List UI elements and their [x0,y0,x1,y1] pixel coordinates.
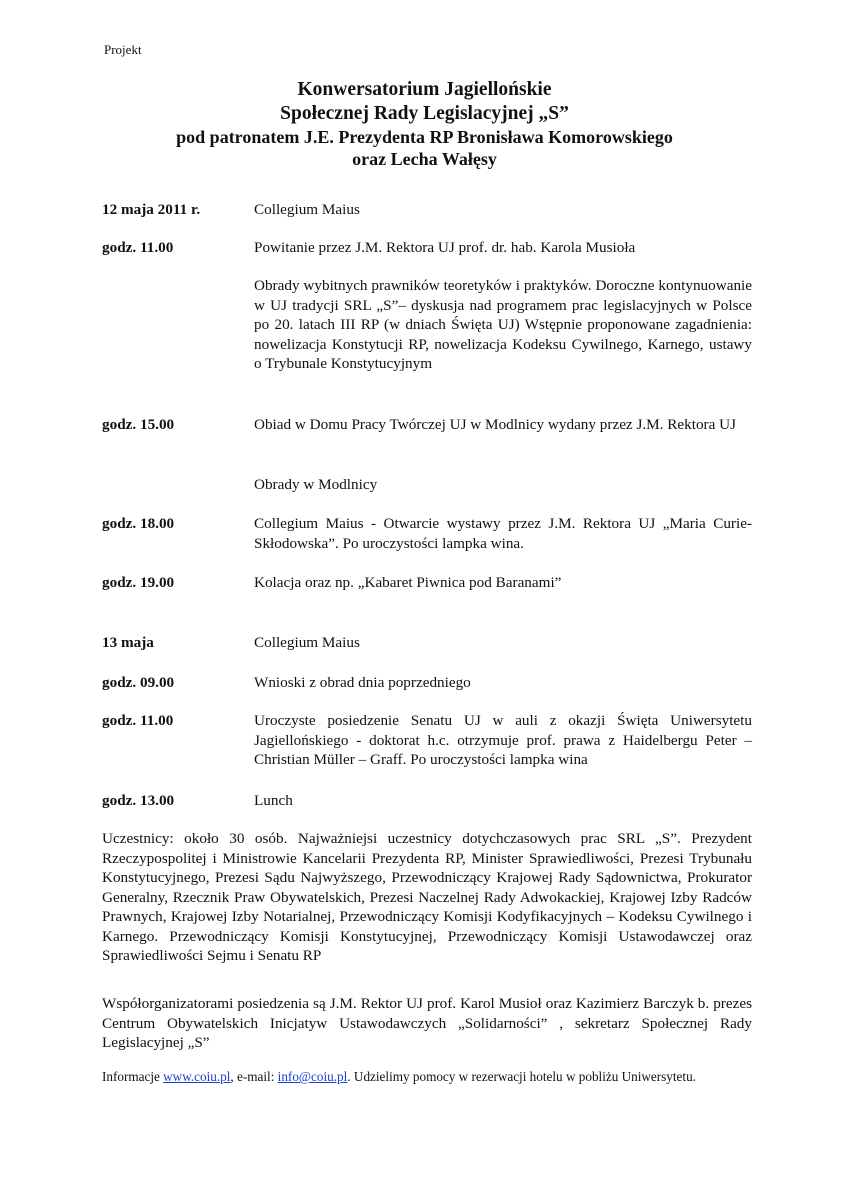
contact-info [102,1068,762,1086]
schedule-time: godz. 15.00 [102,416,175,433]
schedule-time: godz. 11.00 [102,712,174,729]
schedule-text: Obrady wybitnych prawników teoretyków i praktyków. Doroczne kontynuowanie w UJ tradycji SRL „S”– dyskusja nad programem prac legislacyjnych w Polsce po 20. latach III RP (w dniach Święta UJ) Wstępnie proponowane zagadnienia: nowelizacja Konstytucji RP, nowelizacja Kodeksu Cywilnego, Karnego, ustawy o Trybunale Konstytucyjnym [254,277,752,372]
schedule-date: 13 maja [102,634,154,651]
schedule-text: Uroczyste posiedzenie Senatu UJ w auli z okazji Święta Uniwersytetu Jagiellońskiego - doktorat h.c. otrzymuje prof. prawa z Haidelbergu Peter – Christian Müller – Graff. Po uroczystości lampka wina [254,712,752,768]
info-prefix: Informacje [102,1069,160,1084]
participants-paragraph: Uczestnicy: około 30 osób. Najważniejsi uczestnicy dotychczasowych prac SRL „S”. Prezydent Rzeczypospolitej i Ministrowie Kancelarii Prezydenta RP, Minister Sprawiedliwości, Prezesi Trybunału Konstytucyjnego, Prezesi Sądu Najwyższego, Przewodniczący Krajowej Rady Sądownictwa, Prokurator Generalny, Rzecznik Praw Obywatelskich, Prezesi Naczelnej Rady Adwokackiej, Krajowej Izby Radców Prawnych, Krajowej Izby Notarialnej, Przewodniczący Komisji Kodyfikacyjnych – Kodeksu Cywilnego i Karnego. Przewodniczący Komisji Konstytucyjnej, Przewodniczący Komisji Ustawodawczej oraz Sprawiedliwości Sejmu i Senatu RP [102,830,752,964]
document-title [0,78,849,170]
schedule-time: godz. 19.00 [102,574,175,591]
title-line-4: oraz Lecha Wałęsy [352,149,497,169]
schedule-time: godz. 13.00 [102,792,175,809]
title-line-2: Społecznej Rady Legislacyjnej „S” [280,103,569,124]
schedule-text: Collegium Maius [254,634,360,651]
draft-label: Projekt [104,42,142,57]
schedule-time: godz. 18.00 [102,515,175,532]
schedule-time: godz. 11.00 [102,239,174,256]
schedule-text: Collegium Maius [254,201,360,218]
schedule-text: Kolacja oraz np. „Kabaret Piwnica pod Baranami” [254,574,562,591]
coorganizers-paragraph: Współorganizatorami posiedzenia są J.M. Rektor UJ prof. Karol Musioł oraz Kazimierz Barczyk b. prezes Centrum Obywatelskich Inicjatyw Ustawodawczych „Solidarności” , sekretarz Społecznej Rady Legislacyjnej „S” [102,995,752,1051]
email-link[interactable]: info@coiu.pl [277,1069,348,1084]
schedule-text: Obiad w Domu Pracy Twórczej UJ w Modlnicy wydany przez J.M. Rektora UJ [254,416,737,433]
schedule-text: Powitanie przez J.M. Rektora UJ prof. dr. hab. Karola Musioła [254,239,636,256]
schedule-time: godz. 09.00 [102,674,175,691]
schedule-text: Wnioski z obrad dnia poprzedniego [254,674,471,691]
schedule-text: Lunch [254,792,293,809]
title-line-3: pod patronatem J.E. Prezydenta RP Bronisława Komorowskiego [176,127,673,147]
email-label: , e-mail: [230,1069,275,1084]
schedule-date: 12 maja 2011 r. [102,201,201,218]
website-link[interactable]: www.coiu.pl [163,1069,231,1084]
schedule-text: Obrady w Modlnicy [254,476,378,493]
schedule-text: Collegium Maius - Otwarcie wystawy przez J.M. Rektora UJ „Maria Curie-Skłodowska”. Po uroczystości lampka wina. [254,515,752,552]
info-suffix: . Udzielimy pomocy w rezerwacji hotelu w pobliżu Uniwersytetu. [347,1069,696,1084]
title-line-1: Konwersatorium Jagiellońskie [297,79,552,100]
